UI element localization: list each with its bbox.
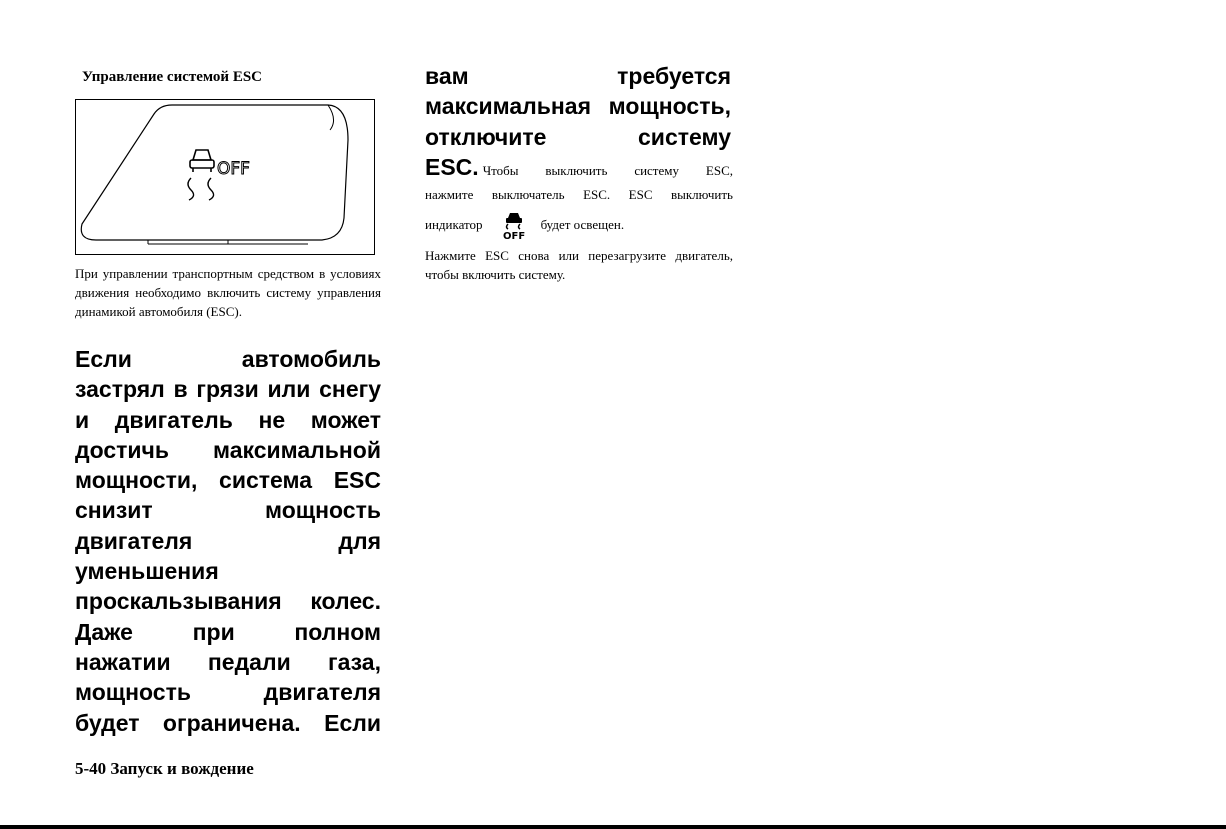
esc-off-indicator-icon bbox=[499, 210, 529, 240]
warning-text-right bbox=[425, 61, 731, 152]
warning-line: максимальная мощность, bbox=[425, 93, 731, 120]
warning-line: мощности, система ESC bbox=[75, 467, 381, 494]
indicator-off-text: OFF bbox=[502, 231, 525, 240]
esc-off-icon bbox=[188, 150, 250, 200]
warning-line: уменьшения bbox=[75, 558, 219, 585]
intro-paragraph: При управлении транспортным средством в условиях движения необходимо включить систему управления динамикой автомобиля (ESC). bbox=[75, 266, 381, 319]
warning-line: проскальзывания колес. bbox=[75, 588, 381, 615]
warning-line: нажатии педали газа, bbox=[75, 648, 381, 675]
warning-line: снизит мощность bbox=[75, 497, 381, 524]
esc-off-instructions bbox=[425, 152, 733, 242]
esc-word: ESC. bbox=[425, 154, 479, 180]
indicator-state: будет освещен. bbox=[540, 217, 625, 232]
figure-icon-off-text: OFF bbox=[217, 159, 250, 179]
figure-esc-switch bbox=[75, 99, 375, 255]
instruction-text: Чтобы выключить систему ESC, bbox=[482, 163, 733, 178]
figure-caption: Управление системой ESC bbox=[82, 69, 263, 85]
warning-line: вам требуется bbox=[425, 63, 731, 89]
warning-line: застрял в грязи или снегу bbox=[75, 376, 381, 403]
bottom-border bbox=[0, 825, 1226, 829]
warning-line: достичь максимальной bbox=[75, 436, 381, 463]
warning-text-left bbox=[75, 344, 381, 738]
warning-line: будет ограничена. Если bbox=[75, 709, 381, 736]
warning-line: Даже при полном bbox=[75, 618, 381, 645]
instruction-line bbox=[425, 208, 733, 242]
warning-line: отключите систему bbox=[425, 123, 731, 150]
indicator-label: индикатор bbox=[425, 217, 483, 232]
warning-line: и двигатель не может bbox=[75, 406, 381, 433]
reenable-paragraph: Нажмите ESC снова или перезагрузите двигатель, чтобы включить систему. bbox=[425, 248, 733, 282]
warning-line: двигателя для bbox=[75, 527, 381, 554]
warning-line: мощность двигателя bbox=[75, 679, 381, 706]
instruction-line: нажмите выключатель ESC. ESC выключить bbox=[425, 187, 733, 202]
instruction-line bbox=[425, 152, 733, 182]
warning-line: Если автомобиль bbox=[75, 346, 381, 372]
page-footer: 5-40 Запуск и вождение bbox=[75, 759, 254, 778]
